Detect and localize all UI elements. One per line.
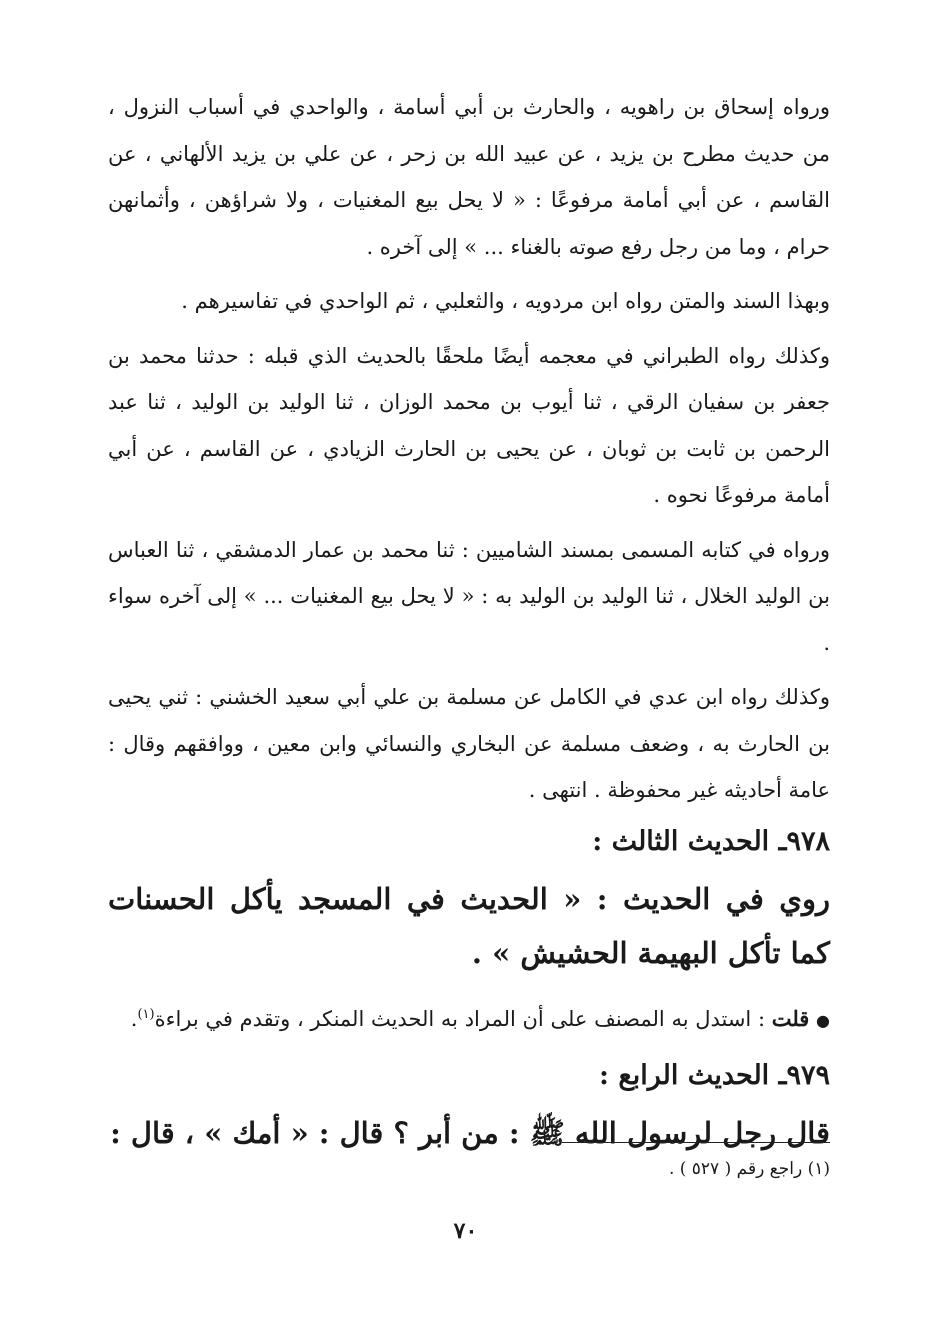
hadith-979-heading: ٩٧٩ـ الحديث الرابع : bbox=[599, 1060, 830, 1091]
paragraph-isnad-ishaq: ورواه إسحاق بن راهويه ، والحارث بن أبي أسامة ، والواحدي في أسباب النزول ، من حديث مطرح بن يزيد ، عن عبيد الله بن زحر ، عن علي بن يزيد الألهاني ، عن القاسم ، عن أبي أمامة مرفوعًا : « لا يحل بيع المغنيات ، ولا شراؤهن ، وأثمانهن حرام ، وما من رجل رفع صوته بالغناء ... » إلى آخره . bbox=[108, 95, 830, 259]
author-note: ● قلت : استدل به المصنف على أن المراد به الحديث المنكر ، وتقدم في براءة$^{(١)}$. bbox=[130, 1005, 830, 1031]
paragraph-tabarani: وكذلك رواه الطبراني في معجمه أيضًا ملحقًا بالحديث الذي قبله : حدثنا محمد بن جعفر بن سفيان الرقي ، ثنا أيوب بن محمد الوزان ، ثنا الوليد بن الوليد ، ثنا عبد الرحمن بن ثابت بن ثوبان ، عن يحيى بن الحارث الزيادي ، عن القاسم ، عن أبي أمامة مرفوعًا نحوه . bbox=[108, 343, 830, 507]
footnote-ref[interactable]: (١) bbox=[137, 1006, 155, 1022]
page-number: ٧٠ bbox=[453, 1218, 478, 1244]
footnote-text: راجع رقم ( ٥٢٧ ) . bbox=[668, 1159, 803, 1179]
paragraph-ibn-adi: وكذلك رواه ابن عدي في الكامل عن مسلمة بن علي أبي سعيد الخشني : ثني يحيى بن الحارث به ، وضعف مسلمة عن البخاري والنسائي وابن معين ، ووافقهم وقال : عامة أحاديثه غير محفوظة . انتهى . bbox=[108, 685, 830, 802]
note-label: قلت bbox=[771, 1005, 810, 1031]
note-text: : استدل به المصنف على أن المراد به الحديث المنكر ، وتقدم في براءة bbox=[154, 1006, 766, 1031]
bullet-icon: ● bbox=[816, 1010, 830, 1030]
footnote-marker: (١) bbox=[807, 1159, 830, 1179]
page-body bbox=[108, 84, 830, 1160]
paragraph-ibn-marduyah: وبهذا السند والمتن رواه ابن مردويه ، والثعلبي ، ثم الواحدي في تفاسيرهم . bbox=[181, 289, 830, 313]
footnote-divider bbox=[562, 1142, 830, 1143]
hadith-978-heading: ٩٧٨ـ الحديث الثالث : bbox=[592, 825, 830, 857]
paragraph-musnad-shamiyin: ورواه في كتابه المسمى بمسند الشاميين : ثنا محمد بن عمار الدمشقي ، ثنا العباس بن الوليد الخلال ، ثنا الوليد بن الوليد به : « لا يحل بيع المغنيات ... » إلى آخره سواء . bbox=[108, 537, 830, 655]
hadith-979-text: قال رجل لرسول الله ﷺ : من أبر ؟ قال : « أمك » ، قال : bbox=[110, 1116, 830, 1150]
footnote bbox=[400, 1155, 830, 1183]
hadith-978-text: روي في الحديث : « الحديث في المسجد يأكل الحسنات كما تأكل البهيمة الحشيش » . bbox=[108, 881, 830, 970]
